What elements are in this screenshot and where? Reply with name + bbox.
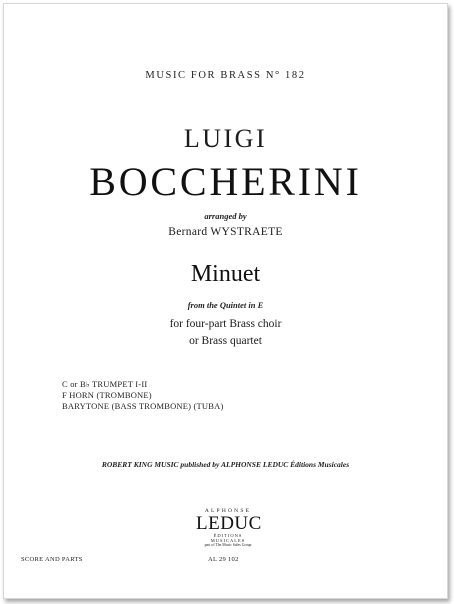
publisher-line: ROBERT KING MUSIC published by ALPHONSE LEDUC Éditions Musicales xyxy=(101,460,350,469)
series-title: MUSIC FOR BRASS N° 182 xyxy=(145,70,306,81)
logo-top-text: ALPHONSE xyxy=(204,508,252,514)
instrument-item: F HORN (TROMBONE) xyxy=(62,390,152,400)
instrument-item: BARYTONE (BASS TROMBONE) (TUBA) xyxy=(62,401,224,411)
composer-first-name: LUIGI xyxy=(183,124,268,153)
instrument-item: C or B♭ TRUMPET I-II xyxy=(62,379,148,389)
logo-main-text: LEDUC xyxy=(196,513,262,534)
work-subtitle: from the Quintet in E xyxy=(187,300,264,310)
work-title: Minuet xyxy=(190,261,261,287)
arranger-name: Bernard WYSTRAETE xyxy=(168,226,283,238)
logo-bottom-text: ÉDITIONS MUSICALES xyxy=(210,533,246,543)
arranged-by-label: arranged by xyxy=(204,211,247,221)
scoring-line-2: or Brass quartet xyxy=(189,335,262,347)
logo-tagline: part of The Music Sales Group xyxy=(204,543,252,547)
catalog-number: AL 29 102 xyxy=(208,556,239,563)
instrument-list xyxy=(62,379,224,412)
composer-last-name: BOCCHERINI xyxy=(89,159,362,204)
cover-page xyxy=(3,3,448,599)
leduc-logo xyxy=(196,508,260,548)
edition-type: SCORE AND PARTS xyxy=(21,556,83,563)
scoring-line-1: for four-part Brass choir xyxy=(169,318,282,330)
flat-sign: ♭ xyxy=(85,380,90,389)
